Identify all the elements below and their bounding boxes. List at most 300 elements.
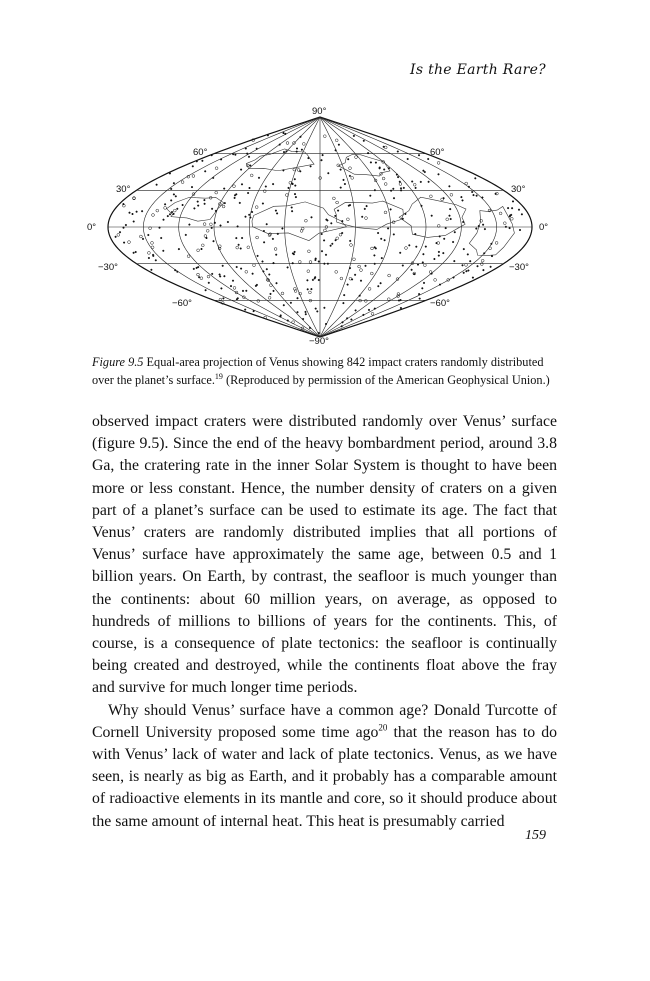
impact-crater-dot [194, 208, 196, 210]
impact-crater-dot [237, 226, 239, 228]
impact-crater-dot [221, 288, 223, 290]
impact-crater-dot [258, 177, 260, 179]
impact-crater-dot [364, 208, 366, 210]
impact-crater-dot [136, 211, 138, 213]
impact-crater-dot [300, 171, 302, 173]
impact-crater-dot [234, 197, 236, 199]
impact-crater-dot [365, 217, 368, 220]
impact-crater-dot [169, 214, 171, 216]
impact-crater-dot [275, 254, 277, 256]
impact-crater-dot [215, 191, 218, 194]
impact-crater-dot [246, 153, 248, 155]
impact-crater-dot [374, 308, 376, 310]
impact-crater-dot [253, 264, 256, 267]
impact-crater-dot [191, 186, 193, 188]
impact-crater-dot [343, 179, 345, 181]
impact-crater-dot [197, 266, 199, 268]
label-left-minus-60: −60° [172, 298, 192, 309]
impact-crater-dot [422, 288, 424, 290]
impact-crater-dot [242, 290, 244, 292]
impact-crater-dot [240, 169, 242, 171]
impact-crater-dot [115, 236, 117, 238]
impact-crater-dot [419, 298, 421, 300]
impact-crater-dot [478, 225, 480, 227]
impact-crater-dot [450, 218, 452, 220]
impact-crater-dot [473, 194, 475, 196]
impact-crater-dot [286, 151, 288, 153]
impact-crater-dot [196, 267, 198, 269]
impact-crater-dot [462, 221, 464, 223]
impact-crater-dot [318, 261, 320, 263]
impact-crater-dot [354, 274, 356, 276]
impact-crater-dot [292, 321, 295, 324]
impact-crater-dot [505, 226, 507, 228]
impact-crater-dot [475, 178, 477, 180]
impact-crater-dot [177, 271, 179, 273]
impact-crater-dot [300, 136, 302, 138]
impact-crater-dot [407, 158, 409, 160]
impact-crater-dot [202, 160, 204, 162]
impact-crater-dot [171, 211, 173, 213]
impact-crater-dot [438, 174, 440, 176]
impact-crater-dot [173, 194, 175, 196]
impact-crater-dot [336, 237, 339, 240]
impact-crater-dot [257, 255, 259, 257]
impact-crater-dot [324, 229, 327, 232]
impact-crater-dot [417, 264, 419, 266]
impact-crater-dot [240, 248, 242, 250]
impact-crater-dot [292, 262, 294, 264]
impact-crater-dot [123, 227, 125, 229]
impact-crater-dot [405, 213, 407, 215]
impact-crater-dot [383, 146, 385, 148]
impact-crater-dot [521, 214, 523, 216]
geologic-outline [334, 201, 403, 229]
impact-crater-dot [374, 189, 376, 191]
impact-crater-dot [292, 253, 294, 255]
impact-crater-dot [315, 308, 317, 310]
impact-crater-dot [153, 255, 155, 257]
impact-crater-dot [301, 149, 303, 151]
impact-crater-dot [182, 204, 184, 206]
impact-crater-dot [340, 169, 342, 171]
impact-crater-dot [273, 290, 275, 292]
impact-crater-dot [449, 215, 451, 217]
impact-crater-dot [213, 240, 215, 242]
impact-crater-dot [335, 239, 337, 241]
impact-crater-dot [233, 287, 236, 290]
impact-crater-dot [170, 200, 172, 202]
impact-crater-dot [197, 273, 200, 276]
impact-crater-dot [307, 289, 309, 291]
impact-crater-dot [311, 288, 313, 290]
impact-crater-dot [490, 266, 492, 268]
impact-crater-dot [273, 262, 275, 264]
impact-crater-dot [160, 237, 162, 239]
impact-crater-dot [355, 156, 358, 159]
impact-crater-dot [333, 197, 336, 200]
impact-crater-dot [368, 309, 370, 311]
impact-crater-dot [321, 233, 323, 235]
impact-crater-dot [347, 218, 350, 221]
impact-crater-dot [482, 224, 484, 226]
label-minus-90: −90° [309, 336, 329, 347]
figure-caption [92, 353, 557, 389]
impact-crater-dot [380, 282, 382, 284]
impact-crater-dot [349, 167, 352, 170]
impact-crater-dot [512, 201, 514, 203]
equal-area-projection-map [80, 100, 560, 350]
caption-text: Equal-area projection of Venus showing 842 impact craters randomly distributed over the planet’s surface. [92, 355, 544, 387]
impact-crater-dot [472, 277, 474, 279]
impact-crater-dot [305, 313, 307, 315]
impact-crater-dot [201, 248, 203, 250]
impact-crater-dot [368, 288, 371, 291]
impact-crater-dot [123, 242, 125, 244]
impact-crater-dot [344, 183, 346, 185]
impact-crater-dot [255, 206, 258, 209]
impact-crater-dot [250, 217, 252, 219]
impact-crater-dot [276, 282, 278, 284]
impact-crater-dot [135, 251, 137, 253]
impact-crater-dot [252, 273, 254, 275]
label-right-0: 0° [539, 222, 549, 233]
impact-crater-dot [434, 279, 437, 282]
impact-crater-dot [167, 215, 169, 217]
impact-crater-dot [438, 251, 440, 253]
impact-crater-dot [309, 261, 312, 264]
impact-crater-dot [263, 230, 265, 232]
venus-crater-map-figure [80, 100, 560, 350]
impact-crater-dot [311, 217, 313, 219]
impact-crater-dot [280, 315, 282, 317]
impact-crater-dot [307, 280, 309, 282]
geologic-outline [399, 197, 466, 237]
impact-crater-dot [193, 268, 195, 270]
impact-crater-dot [233, 185, 236, 188]
impact-crater-dot [285, 194, 288, 197]
impact-crater-dot [159, 227, 161, 229]
impact-crater-dot [343, 294, 345, 296]
impact-crater-dot [397, 151, 399, 153]
impact-crater-dot [236, 299, 238, 301]
impact-crater-dot [416, 246, 418, 248]
impact-crater-dot [425, 246, 427, 248]
impact-crater-dot [204, 203, 206, 205]
impact-crater-dot [358, 265, 361, 268]
impact-crater-dot [276, 213, 278, 215]
impact-crater-dot [219, 276, 221, 278]
impact-crater-dot [305, 219, 308, 222]
impact-crater-dot [236, 246, 239, 249]
impact-crater-dot [518, 209, 520, 211]
impact-crater-dot [192, 175, 195, 178]
impact-crater-dot [427, 158, 429, 160]
impact-crater-dot [141, 210, 143, 212]
impact-crater-dot [197, 205, 199, 207]
impact-crater-dot [291, 210, 293, 212]
impact-crater-dot [323, 240, 325, 242]
impact-crater-dot [174, 269, 176, 271]
impact-crater-dot [232, 280, 234, 282]
impact-crater-dot [294, 193, 296, 195]
impact-crater-dot [339, 233, 342, 236]
impact-crater-dot [245, 216, 247, 218]
impact-crater-dot [461, 196, 463, 198]
impact-crater-dot [383, 169, 385, 171]
label-left-60: 60° [193, 147, 208, 158]
impact-crater-dot [349, 175, 351, 177]
impact-crater-dot [393, 234, 395, 236]
impact-crater-dot [170, 188, 172, 190]
impact-crater-dot [477, 265, 479, 267]
impact-crater-dot [411, 269, 413, 271]
impact-crater-dot [156, 184, 158, 186]
impact-crater-dot [197, 201, 199, 203]
impact-crater-dot [312, 279, 314, 281]
impact-crater-dot [413, 183, 416, 186]
impact-crater-dot [234, 195, 236, 197]
impact-crater-dot [371, 312, 374, 315]
label-left-0: 0° [87, 222, 97, 233]
impact-crater-dot [204, 199, 206, 201]
impact-crater-dot [286, 142, 289, 145]
impact-crater-dot [296, 151, 298, 153]
impact-crater-dot [381, 257, 383, 259]
impact-crater-dot [215, 167, 218, 170]
impact-crater-dot [436, 242, 438, 244]
impact-crater-dot [235, 154, 237, 156]
impact-crater-dot [462, 265, 464, 267]
impact-crater-dot [332, 243, 334, 245]
impact-crater-dot [450, 193, 453, 196]
impact-crater-dot [409, 245, 411, 247]
impact-crater-dot [173, 209, 176, 212]
paragraph-1: observed impact craters were distributed randomly over Venus’ surface (figure 9.5). Since the end of the heavy bombardment period, around 3.8 Ga, the cratering rate in the inner Solar System is thought to have been more or less constant. Hence, the number density of craters on a given part of a planet’s surface can be used to estimate its age. The fact that Venus’ craters are randomly distributed implies that all portions of Venus’ surface have approximately the same age, between 0.5 and 1 billion years. On Earth, by contrast, the seafloor is much younger than the continents: about 60 million years, on average, as opposed to hundreds of millions to billions of years for the continents. This, of course, is a consequence of plate tectonics: the seafloor is continually being created and destroyed, while the continents float above the fray and survive for much longer time periods. [92, 413, 557, 697]
impact-crater-dot [511, 207, 513, 209]
impact-crater-dot [349, 267, 351, 269]
impact-crater-dot [347, 158, 349, 160]
label-right-30: 30° [511, 184, 526, 195]
caption-reference: 19 [214, 371, 223, 381]
impact-crater-dot [125, 224, 127, 226]
impact-crater-dot [296, 148, 298, 150]
impact-crater-dot [223, 188, 225, 190]
impact-crater-dot [375, 162, 377, 164]
impact-crater-dot [321, 159, 323, 161]
impact-crater-dot [270, 293, 272, 295]
impact-crater-dot [443, 238, 445, 240]
impact-crater-dot [350, 244, 353, 247]
impact-crater-dot [452, 241, 454, 243]
impact-crater-dot [397, 176, 399, 178]
impact-crater-dot [400, 299, 402, 301]
impact-crater-dot [256, 148, 258, 150]
impact-crater-dot [476, 195, 478, 197]
impact-crater-dot [343, 302, 345, 304]
impact-crater-dot [220, 225, 222, 227]
impact-crater-dot [151, 246, 154, 249]
impact-crater-dot [163, 250, 165, 252]
impact-crater-dot [297, 297, 299, 299]
impact-crater-dot [390, 209, 392, 211]
impact-crater-dot [244, 309, 246, 311]
impact-crater-dot [211, 227, 213, 229]
impact-crater-dot [415, 187, 417, 189]
impact-crater-dot [471, 191, 473, 193]
impact-crater-dot [206, 229, 209, 232]
impact-crater-dot [200, 277, 203, 280]
paragraph-2-end: that the reason has to do with Venus’ lack of water and lack of plate tectonics. Venus, as we have seen, is nearly as big as Earth, and it probably has a comparable amount of radioactive elements in its mantle and core, so it should produce about the same amount of internal heat. This heat is presumably carried [92, 723, 557, 830]
impact-crater-dot [365, 265, 367, 267]
impact-crater-dot [211, 273, 213, 275]
impact-crater-dot [253, 310, 255, 312]
impact-crater-dot [318, 332, 320, 334]
impact-crater-dot [250, 174, 253, 177]
impact-crater-dot [272, 183, 274, 185]
impact-crater-dot [132, 213, 134, 215]
impact-crater-dot [256, 236, 259, 239]
impact-crater-dot [418, 293, 420, 295]
impact-crater-dot [309, 327, 311, 329]
impact-crater-dot [418, 154, 420, 156]
impact-crater-dot [287, 267, 289, 269]
impact-crater-dot [323, 135, 326, 138]
impact-crater-dot [396, 174, 398, 176]
impact-crater-dot [327, 263, 329, 265]
impact-crater-dot [480, 263, 483, 266]
impact-crater-dot [203, 223, 206, 226]
impact-crater-dot [462, 200, 464, 202]
impact-crater-dot [335, 215, 337, 217]
impact-crater-dot [156, 209, 159, 212]
impact-crater-dot [215, 210, 217, 212]
impact-crater-dot [363, 140, 365, 142]
impact-crater-dot [388, 168, 390, 170]
impact-crater-dot [480, 219, 483, 222]
impact-crater-dot [384, 146, 387, 149]
impact-crater-dot [302, 318, 304, 320]
label-right-minus-30: −30° [509, 262, 529, 273]
impact-crater-dot [379, 167, 381, 169]
impact-crater-dot [382, 177, 385, 180]
impact-crater-dot [325, 254, 327, 256]
impact-crater-dot [211, 208, 213, 210]
impact-crater-dot [189, 224, 191, 226]
impact-crater-dot [355, 310, 357, 312]
impact-crater-dot [268, 296, 271, 299]
impact-crater-dot [437, 162, 440, 165]
impact-crater-dot [308, 157, 310, 159]
impact-crater-dot [399, 252, 401, 254]
impact-crater-dot [175, 196, 177, 198]
impact-crater-dot [282, 228, 284, 230]
impact-crater-dot [123, 203, 125, 205]
impact-crater-dot [351, 177, 354, 180]
impact-crater-dot [133, 252, 135, 254]
impact-crater-dot [169, 173, 171, 175]
impact-crater-dot [196, 161, 198, 163]
impact-crater-dot [366, 205, 368, 207]
impact-crater-dot [295, 185, 297, 187]
impact-crater-dot [370, 272, 373, 275]
impact-crater-dot [469, 260, 471, 262]
impact-crater-dot [224, 202, 226, 204]
impact-crater-dot [128, 241, 131, 244]
impact-crater-dot [342, 220, 344, 222]
impact-crater-dot [187, 255, 190, 258]
impact-crater-dot [277, 233, 279, 235]
impact-crater-dot [321, 250, 323, 252]
impact-crater-dot [265, 186, 267, 188]
impact-crater-dot [509, 216, 511, 218]
impact-crater-dot [424, 264, 427, 267]
impact-crater-dot [266, 223, 268, 225]
impact-crater-dot [378, 285, 380, 287]
impact-crater-dot [151, 242, 154, 245]
impact-crater-dot [423, 253, 425, 255]
impact-crater-dot [262, 203, 264, 205]
impact-crater-dot [248, 214, 250, 216]
impact-crater-dot [287, 320, 289, 322]
impact-crater-dot [402, 265, 404, 267]
impact-crater-dot [268, 234, 271, 237]
impact-crater-dot [346, 318, 348, 320]
impact-crater-dot [181, 181, 184, 184]
impact-crater-dot [510, 217, 513, 220]
impact-crater-dot [341, 326, 343, 328]
impact-crater-dot [363, 314, 365, 316]
impact-crater-dot [353, 258, 356, 261]
impact-crater-dot [400, 188, 402, 190]
impact-crater-dot [117, 234, 120, 237]
impact-crater-dot [507, 207, 509, 209]
geologic-outline [252, 202, 346, 241]
impact-crater-dot [374, 263, 376, 265]
impact-crater-dot [220, 159, 222, 161]
impact-crater-dot [364, 300, 367, 303]
impact-crater-dot [239, 202, 241, 204]
impact-crater-dot [370, 162, 372, 164]
impact-crater-dot [359, 295, 361, 297]
impact-crater-dot [207, 275, 210, 278]
impact-crater-dot [446, 218, 449, 221]
impact-crater-dot [399, 183, 402, 186]
impact-crater-dot [173, 213, 175, 215]
impact-crater-dot [279, 144, 281, 146]
impact-crater-dot [129, 212, 131, 214]
paragraph-2 [92, 700, 557, 833]
impact-crater-dot [423, 170, 425, 172]
impact-crater-dot [420, 181, 422, 183]
impact-crater-dot [367, 152, 369, 154]
impact-crater-dot [148, 234, 150, 236]
impact-crater-dot [257, 300, 260, 303]
impact-crater-dot [310, 166, 312, 168]
impact-crater-dot [360, 269, 363, 272]
impact-crater-dot [439, 284, 441, 286]
impact-crater-dot [349, 240, 351, 242]
impact-crater-dot [185, 234, 187, 236]
impact-crater-dot [331, 223, 333, 225]
impact-crater-dot [398, 300, 400, 302]
impact-crater-dot [491, 243, 493, 245]
impact-crater-dot [263, 271, 265, 273]
impact-crater-dot [288, 187, 290, 189]
impact-crater-dot [119, 231, 121, 233]
impact-crater-dot [495, 193, 497, 195]
impact-crater-dot [445, 227, 447, 229]
